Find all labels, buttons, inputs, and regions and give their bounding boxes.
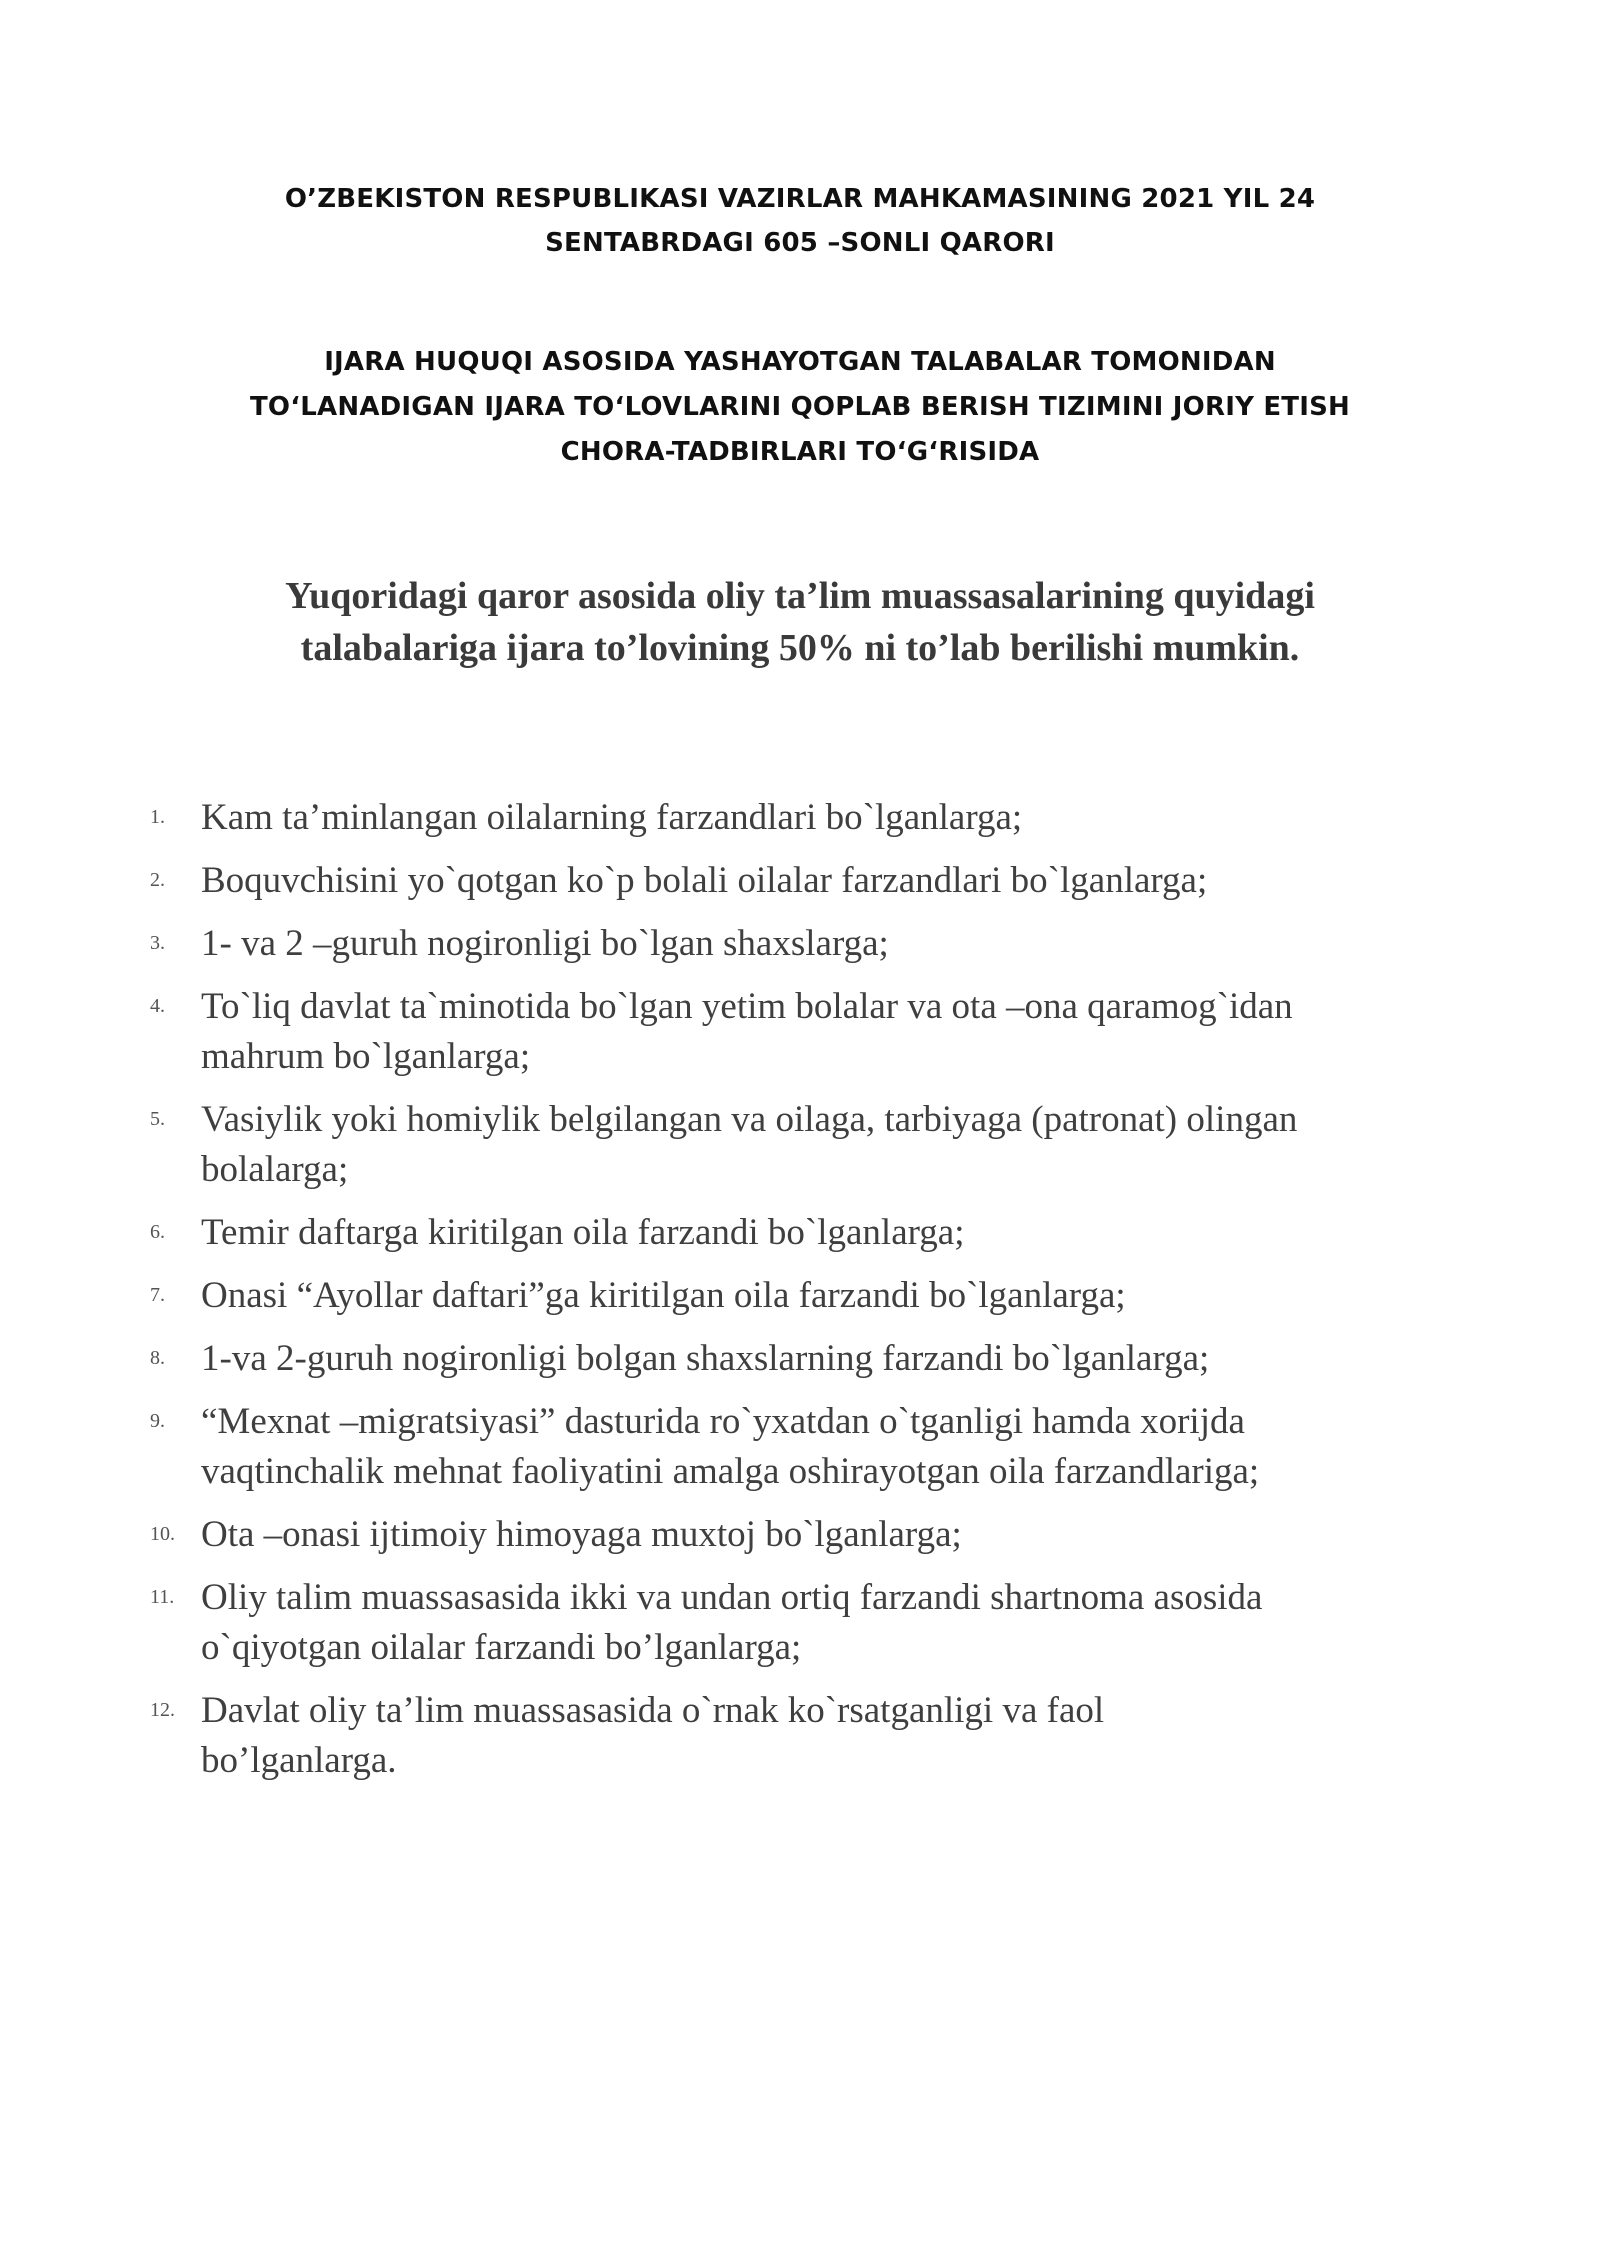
list-item-line: bolalarga; [201,1149,349,1190]
list-item-line: Oliy talim muassasasida ikki va undan ortiq farzandi shartnoma asosida [201,1577,1263,1618]
list-item [150,856,1500,906]
subject-title [130,340,1470,475]
list-item [150,1334,1500,1384]
list-item [150,1573,1500,1673]
list-item-line: vaqtinchalik mehnat faoliyatini amalga oshirayotgan oila farzandlariga; [201,1451,1260,1492]
list-item-number: 2. [150,869,165,891]
list-item [150,919,1500,969]
list-item-number: 9. [150,1410,165,1432]
decree-title-line: O’ZBEKISTON RESPUBLIKASI VAZIRLAR MAHKAMASINING 2021 YIL 24 [284,184,1316,214]
list-item-text [201,1573,1500,1673]
list-item-text [201,1334,1500,1384]
list-item-number: 10. [150,1523,175,1545]
list-item-line: 1- va 2 –guruh nogironligi bo`lgan shaxslarga; [201,923,889,964]
list-item-text [201,1208,1500,1258]
list-item [150,1510,1500,1560]
list-item-text [201,919,1500,969]
intro-line: Yuqoridagi qaror asosida oliy ta’lim muassasalarining quyidagi [285,575,1315,617]
list-item-number: 11. [150,1586,175,1608]
list-item-line: Boquvchisini yo`qotgan ko`p bolali oilalar farzandlari bo`lganlarga; [201,860,1208,901]
eligibility-list [150,793,1500,1799]
list-item-text [201,1510,1500,1560]
subject-title-line: IJARA HUQUQI ASOSIDA YASHAYOTGAN TALABALAR TOMONIDAN [324,347,1276,377]
list-item-line: o`qiyotgan oilalar farzandi bo’lganlarga; [201,1627,802,1668]
list-item-line: mahrum bo`lganlarga; [201,1036,531,1077]
list-item-text [201,793,1500,843]
list-item-text [201,856,1500,906]
list-item-number: 12. [150,1699,175,1721]
decree-title [130,177,1470,265]
list-item-line: Vasiylik yoki homiylik belgilangan va oilaga, tarbiyaga (patronat) olingan [201,1099,1298,1140]
list-item-line: Davlat oliy ta’lim muassasasida o`rnak ko`rsatganligi va faol [201,1690,1105,1731]
intro-line: talabalariga ijara to’lovining 50% ni to’lab berilishi mumkin. [300,627,1300,669]
list-item-number: 1. [150,806,165,828]
list-item-number: 4. [150,995,165,1017]
intro-paragraph [100,570,1500,674]
list-item [150,1397,1500,1497]
list-item-line: Ota –onasi ijtimoiy himoyaga muxtoj bo`lganlarga; [201,1514,962,1555]
list-item-text [201,1271,1500,1321]
list-item-line: 1-va 2-guruh nogironligi bolgan shaxslarning farzandi bo`lganlarga; [201,1338,1210,1379]
list-item [150,1208,1500,1258]
list-item-number: 7. [150,1284,165,1306]
list-item [150,1095,1500,1195]
list-item-number: 5. [150,1108,165,1130]
list-item-text [201,1095,1500,1195]
list-item [150,982,1500,1082]
list-item-line: Onasi “Ayollar daftari”ga kiritilgan oila farzandi bo`lganlarga; [201,1275,1126,1316]
list-item-text [201,982,1500,1082]
list-item-line: bo’lganlarga. [201,1740,397,1781]
subject-title-line: CHORA-TADBIRLARI TO‘G‘RISIDA [560,437,1040,467]
list-item-text [201,1686,1500,1786]
decree-title-line: SENTABRDAGI 605 –SONLI QARORI [545,228,1055,258]
list-item-line: To`liq davlat ta`minotida bo`lgan yetim bolalar va ota –ona qaramog`idan [201,986,1293,1027]
list-item-text [201,1397,1500,1497]
list-item [150,1686,1500,1786]
subject-title-line: TO‘LANADIGAN IJARA TO‘LOVLARINI QOPLAB BERISH TIZIMINI JORIY ETISH [249,392,1351,422]
list-item [150,793,1500,843]
list-item-line: Temir daftarga kiritilgan oila farzandi bo`lganlarga; [201,1212,965,1253]
list-item-number: 8. [150,1347,165,1369]
list-item-number: 6. [150,1221,165,1243]
list-item [150,1271,1500,1321]
list-item-number: 3. [150,932,165,954]
list-item-line: “Mexnat –migratsiyasi” dasturida ro`yxatdan o`tganligi hamda xorijda [201,1401,1245,1442]
list-item-line: Kam ta’minlangan oilalarning farzandlari bo`lganlarga; [201,797,1023,838]
